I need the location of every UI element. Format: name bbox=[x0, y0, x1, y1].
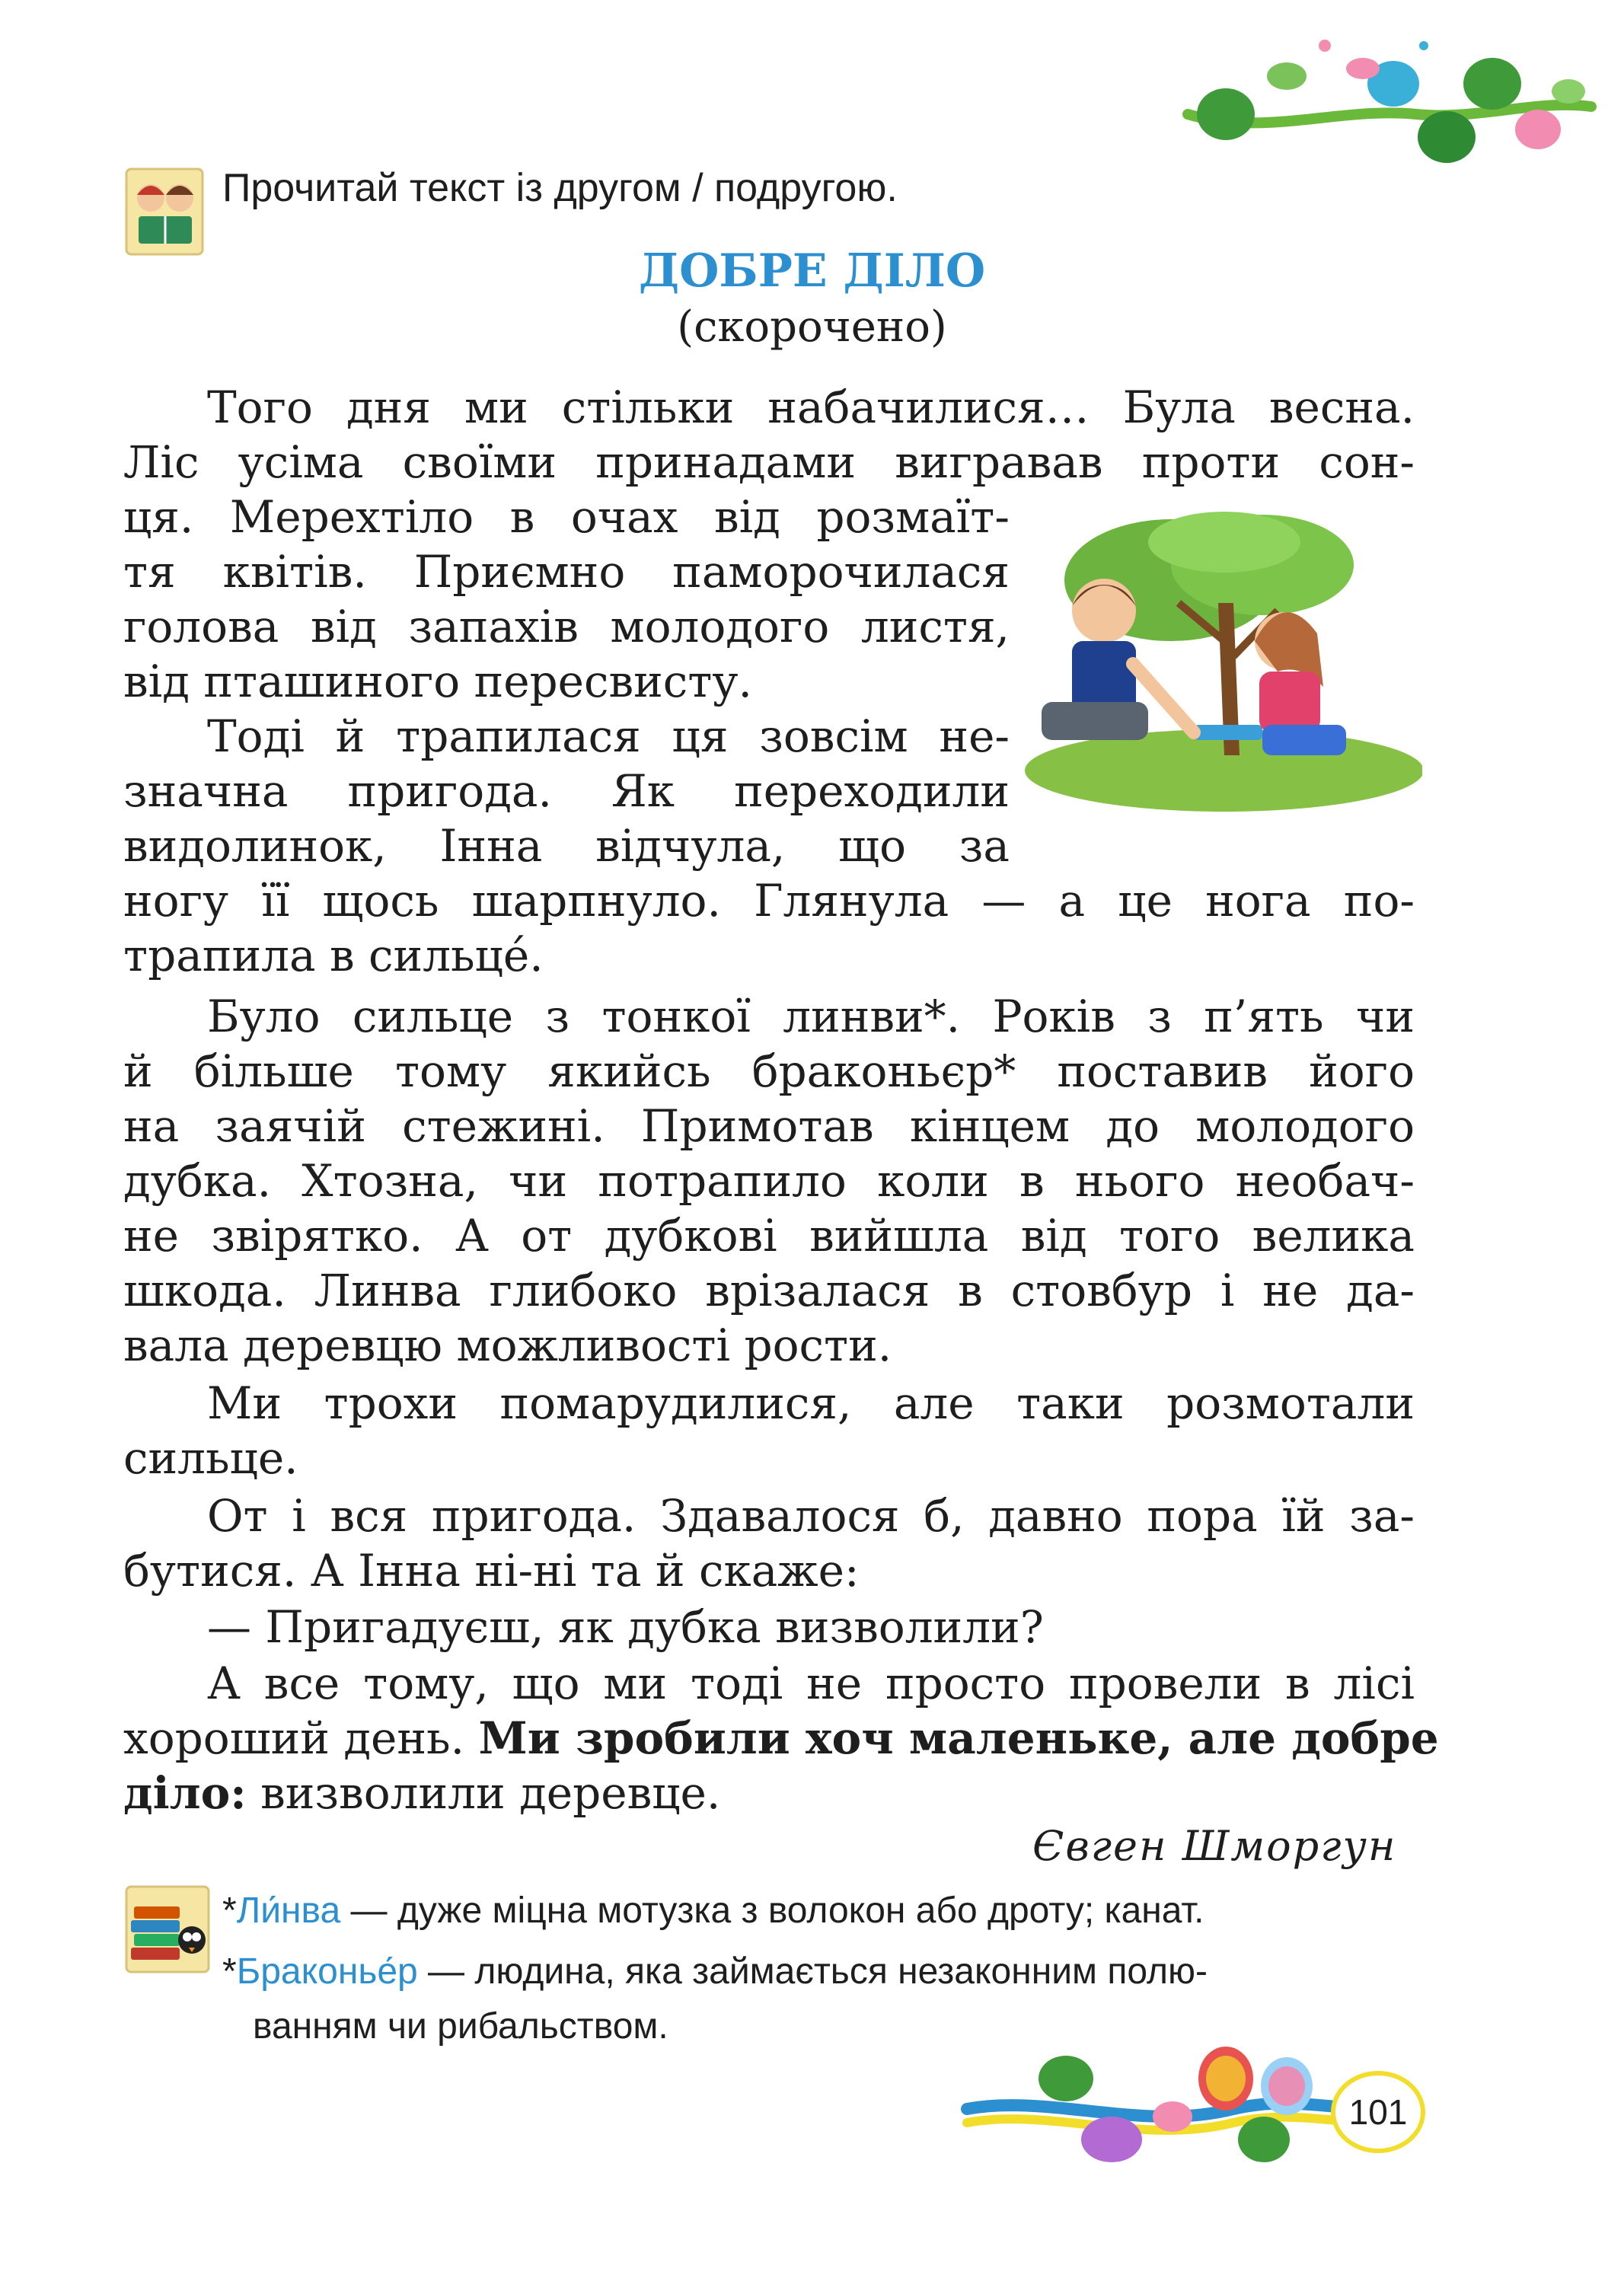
story-line-26-bold: діло: bbox=[123, 1767, 247, 1819]
story-line-9: видолинок, Інна відчула, що за bbox=[123, 820, 1010, 872]
page-number: 101 bbox=[1331, 2071, 1425, 2153]
story-line-1: Того дня ми стільки набачилися… Була весна. bbox=[207, 381, 1415, 433]
vocabulary-books-icon bbox=[123, 1884, 213, 1975]
author-signature: Євген Шморгун bbox=[1032, 1822, 1397, 1870]
story-line-13: й більше тому якийсь браконьєр* поставив його bbox=[123, 1045, 1415, 1097]
easter-eggs-decoration bbox=[959, 2033, 1355, 2170]
glossary-definition: — людина, яка займається незаконним полю- bbox=[417, 1951, 1208, 1992]
glossary-definition-continued: ванням чи рибальством. bbox=[253, 2006, 668, 2047]
story-subtitle: (скорочено) bbox=[677, 302, 947, 352]
story-line-15: дубка. Хтозна, чи потрапило коли в нього необач- bbox=[123, 1155, 1415, 1207]
story-line-19: Ми трохи помарудилися, але таки розмотали bbox=[207, 1377, 1415, 1429]
story-line-25 bbox=[123, 1710, 1439, 1766]
story-line-14: на заячій стежині. Примотав кінцем до молодого bbox=[123, 1100, 1415, 1152]
story-line-20: сильце. bbox=[123, 1432, 298, 1484]
story-line-10: ногу її щось шарпнуло. Глянула — а це нога по- bbox=[123, 875, 1415, 927]
story-line-17: шкода. Линва глибоко врізалася в стовбур і не да- bbox=[123, 1265, 1415, 1316]
story-line-26 bbox=[123, 1765, 1415, 1821]
story-line-11: трапила в сильце́. bbox=[123, 930, 544, 981]
glossary-marker: * bbox=[222, 1951, 237, 1992]
story-line-8: значна пригода. Як переходили bbox=[123, 765, 1010, 817]
story-line-5: голова від запахів молодого листя, bbox=[123, 601, 1010, 652]
story-line-25-bold: Ми зробили хоч маленьке, але добре bbox=[478, 1712, 1439, 1764]
glossary-entry-linva bbox=[222, 1887, 1204, 1935]
story-line-3: ця. Мерехтіло в очах від розмаїт- bbox=[123, 491, 1010, 543]
story-line-4: тя квітів. Приємно паморочилася bbox=[123, 546, 1010, 598]
story-line-23: — Пригадуєш, як дубка визволили? bbox=[207, 1601, 1044, 1653]
story-line-2: Ліс усіма своїми принадами вигравав проти сон- bbox=[123, 436, 1415, 488]
floral-decoration-top bbox=[1173, 23, 1599, 175]
story-line-18: вала деревцю можливості рости. bbox=[123, 1319, 892, 1371]
children-tree-illustration bbox=[1019, 512, 1422, 812]
glossary-entry-brakoner bbox=[222, 1948, 1208, 1996]
story-line-21: От і вся пригода. Здавалося б, давно пора їй за- bbox=[207, 1490, 1415, 1542]
instruction-text: Прочитай текст із другом / подругою. bbox=[222, 166, 898, 210]
story-line-25-plain: хороший день. bbox=[123, 1712, 479, 1764]
story-line-6: від пташиного пересвисту. bbox=[123, 656, 752, 707]
story-line-22: бутися. А Інна ні-ні та й скаже: bbox=[123, 1545, 860, 1597]
glossary-definition: — дуже міцна мотузка з волокон або дроту; канат. bbox=[340, 1890, 1204, 1931]
story-line-24: А все тому, що ми тоді не просто провели в лісі bbox=[207, 1657, 1415, 1709]
glossary-term: Ли́нва bbox=[236, 1890, 341, 1931]
story-line-26-plain: визволили деревце. bbox=[246, 1767, 721, 1819]
glossary-term: Браконье́р bbox=[236, 1951, 418, 1992]
story-line-12: Було сильце з тонкої линви*. Років з п’ять чи bbox=[207, 991, 1415, 1042]
story-title: ДОБРЕ ДІЛО bbox=[638, 244, 986, 298]
glossary-marker: * bbox=[222, 1890, 237, 1931]
story-line-7: Тоді й трапилася ця зовсім не- bbox=[207, 710, 1010, 762]
story-line-16: не звірятко. А от дубкові вийшла від того велика bbox=[123, 1210, 1415, 1262]
